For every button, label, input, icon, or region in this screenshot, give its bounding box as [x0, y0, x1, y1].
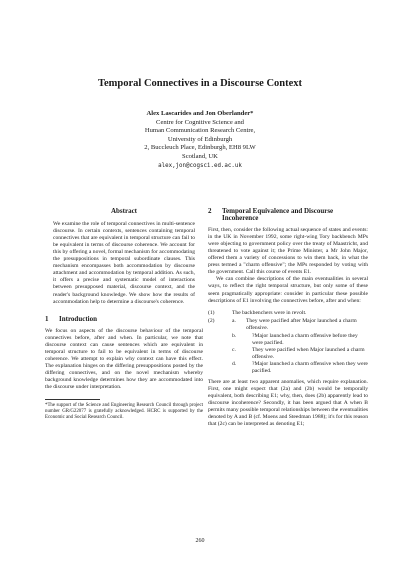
example-item-text: ?Major launched a charm offensive before they were pacified.	[252, 332, 358, 346]
author-email: alex,jon@cogsci.ed.ac.uk	[158, 162, 242, 169]
example-2c	[232, 347, 368, 361]
example-2	[208, 318, 368, 332]
abstract-heading: Abstract	[110, 207, 138, 215]
section-title: Introduction	[59, 314, 97, 323]
section-2-paragraph-3: There are at least two apparent anomalies, which require explanation. First, one might expect that (2a) and (2b) would be temporally equivalent, both describing E1; why, then, does (2b) apparently lead to discourse incoherence? Secondly, it has been argued that A when B permits many possible temporal relationships between the eventualities denoted by A and B (cf. Moens and Steedman 1988); it's for this reason that (2c) can be interpreted as denoting E1;	[208, 379, 368, 428]
section-2-paragraph-2: We can combine descriptions of the main eventualities in several ways, to reflect the right temporal structure, but only some of these seem pragmatically appropriate: consider in particular these possible descriptions of E1 involving the connectives before, after and when:	[208, 276, 368, 304]
example-item-label: d.	[232, 360, 237, 367]
section-2-paragraph-1: First, then, consider the following actual sequence of states and events: in the UK in November 1992, some right-wing Tory backbench MPs were objecting to government policy over the treaty of Maastricht, and threatened to vote against it; the Prime Minister, a Mr John Major, offered them a variety of concessions to win them back, in what the press termed a "charm offensive"; the MPs responded by voting with the government. Call this course of events E1.	[208, 227, 368, 276]
introduction-text: We focus on aspects of the discourse behaviour of the temporal connectives before, after and when. In particular, we note that discourse context can cause sentences which are equivalent in temporal structure to fail to be equivalent in terms of discourse coherence. We attempt to explain why context can have this effect. The explanation hinges on the differing presuppositions posted by the differing connectives, and on the novel mechanism whereby background knowledge determines how they are accommodated into the discourse under interpretation.	[45, 327, 203, 391]
example-item-label: a.	[232, 317, 236, 324]
left-column	[45, 208, 203, 421]
example-number: (2)	[208, 317, 215, 324]
example-2d	[232, 361, 368, 375]
section-number: 2	[208, 207, 212, 215]
example-item-text: They were pacified after Major launched a charm offensive.	[246, 317, 357, 331]
country-line: Scotland, UK	[182, 152, 218, 160]
section-1-heading	[45, 316, 203, 323]
example-item-label: c.	[232, 346, 236, 353]
section-2-heading	[208, 208, 368, 222]
example-item-text: They were pacified when Major launched a charm offensive.	[252, 346, 365, 360]
example-text: The backbenchers were in revolt.	[232, 309, 307, 316]
paper-title: Temporal Connectives in a Discourse Context	[97, 78, 303, 89]
affiliation-line-1: Centre for Cognitive Science and	[156, 118, 244, 126]
section-title: Temporal Equivalence and Discourse Incoherence	[222, 207, 334, 223]
page-number: 260	[195, 538, 205, 544]
footnote: *The support of the Science and Engineering Research Council through project number GR/G22077 is gratefully acknowledged. HCRC is supported by the Economic and Social Research Council.	[45, 403, 203, 421]
example-item-label: b.	[232, 332, 237, 339]
example-1	[208, 310, 368, 317]
example-item-text: ?Major launched a charm offensive when they were pacified.	[252, 360, 368, 374]
example-number: (1)	[208, 309, 215, 316]
right-column	[208, 208, 368, 428]
abstract-text: We examine the role of temporal connectives in multi-sentence discourse. In certain contexts, sentences containing temporal connectives that are equivalent in temporal structure can fail to be equivalent in terms of discourse coherence. We account for this by offering a novel, formal mechanism for accommodating the presuppositions in temporal subordinate clauses. This mechanism encompasses both accommodation by discourse attachment and accommodation by temporal addition. As such, it offers a precise and systematic model of interactions between presupposed material, discourse context, and the reader's background knowledge. We show how the results of accommodation help to determine a discourse's coherence.	[53, 221, 195, 305]
author-block	[0, 110, 400, 170]
author-names: Alex Lascarides and Jon Oberlander*	[146, 110, 254, 117]
address-line: 2, Buccleuch Place, Edinburgh, EH8 9LW	[144, 144, 256, 152]
affiliation-line-2: Human Communication Research Centre,	[144, 127, 256, 135]
footnote-rule	[45, 399, 100, 400]
section-number: 1	[45, 314, 49, 323]
affiliation-line-3: University of Edinburgh	[167, 135, 233, 143]
example-2b	[232, 333, 368, 347]
